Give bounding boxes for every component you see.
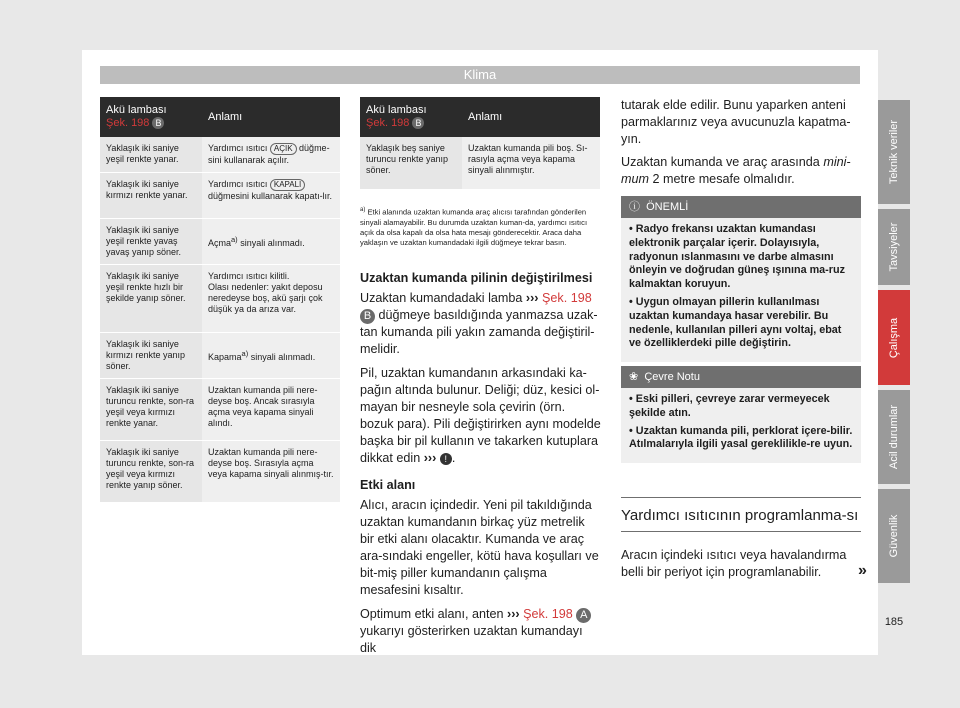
battery-light-table: [100, 97, 340, 503]
paragraph: Alıcı, aracın içindedir. Yeni pil takıldığında uzaktan kumandanın birkaç yüz metrelik bir etki alanı olacaktır. Kumanda ve araç ara-sındaki engeller, kötü hava koşulları ve bit-miş piller kumandanın çalışma mesafesini kısaltır.: [360, 498, 599, 597]
warning-icon[interactable]: !: [440, 453, 452, 465]
table-row: Yaklaşık iki saniye kırmızı renkte yanar. Yardımcı ısıtıcı KAPALI düğmesini kullanarak kapatı-lır.: [100, 173, 340, 219]
callout-a: A: [576, 608, 591, 623]
table-header-meaning: Anlamı: [462, 97, 600, 137]
on-button-label: AÇIK: [270, 143, 297, 155]
section-title-programming: Yardımcı ısıtıcının programlanma-sı: [621, 497, 861, 532]
figure-ref[interactable]: Şek. 198: [106, 117, 150, 129]
paragraph: Pil, uzaktan kumandanın arkasındaki ka-pağın altında bulunur. Deliği; düz, kesici ol-mayan bir nesneyle sola çevirin (örn. bozuk para). Pili değiştirirken aynı modelde başka bir pil kullanın ve takarken kutuplara dikkat edin ››› ! .: [360, 366, 601, 465]
tab-technical-data[interactable]: Teknik veriler: [878, 100, 910, 204]
list-item: • Radyo frekansı uzaktan kumandası elektronik parçalar içerir. Dolayısıyla, radyonun ıslanmasını ve darbe almasını önleyin ve doğrudan güneş ışınına ma-ruz kalmaktan koruyun.: [629, 223, 845, 291]
section-title-range: Etki alanı: [360, 478, 416, 492]
paragraph: tutarak elde edilir. Bunu yaparken anteni parmaklarınız veya avucunuzla kapatma-yın.: [621, 98, 851, 146]
environment-note: ❀ Çevre Notu • Eski pilleri, çevreye zarar vermeyecek şekilde atın. • Uzaktan kumanda pili, perklorat içere-bilir. Atılmalarıyla ilgili yasal gereklilikle-re uyun.: [621, 366, 861, 463]
tab-emergencies[interactable]: Acil durumlar: [878, 390, 910, 484]
table-row: Yaklaşık iki saniye yeşil renkte yanar. Yardımcı ısıtıcı AÇIK düğme-sini kullanarak açılır.: [100, 137, 340, 173]
important-notice: ⓘ ÖNEMLİ • Radyo frekansı uzaktan kumandası elektronik parçalar içerir. Dolayısıyla, radyonun ıslanmasını ve darbe almasını önleyin ve doğrudan güneş ışınına ma-ruz kalmaktan koruyun. • Uygun olmayan pillerin kullanılması uzaktan kumandaya hasar verebilir. Bu nedenle, kullanılan pilleri aynı voltaj, ebat ve özelliklerdeki pille değiştirin.: [621, 196, 861, 362]
paragraph: Aracın içindeki ısıtıcı veya havalandırma belli bir periyot için programlanabilir.: [621, 548, 847, 579]
off-button-label: KAPALI: [270, 179, 305, 191]
tab-safety[interactable]: Güvenlik: [878, 489, 910, 583]
table-row: Yaklaşık iki saniye turuncu renkte, son-ra yeşil veya kırmızı renkte yanar. Uzaktan kumanda pili nere-deyse boş. Ancak sırasıyla açma veya kapama sinyali alındı.: [100, 379, 340, 441]
paragraph: Uzaktan kumandadaki lamba ››› Şek. 198 B düğmeye basıldığında yanmazsa uzak-tan kumanda pili yakın zamanda değiştiril-melidir.: [360, 291, 598, 356]
paragraph: Optimum etki alanı, anten ››› Şek. 198 A yukarıyı gösterirken uzaktan kumandayı dik: [360, 606, 602, 657]
list-item: • Uzaktan kumanda pili, perklorat içere-bilir. Atılmalarıyla ilgili yasal gereklilikle-re uyun.: [629, 424, 853, 451]
table-row: Yaklaşık beş saniye turuncu renkte yanıp söner. Uzaktan kumanda pili boş. Sı-rasıyla açma veya kapama sinyali alınmıştır.: [360, 137, 600, 189]
callout-b: B: [152, 117, 164, 129]
figure-ref[interactable]: Şek. 198: [523, 607, 573, 621]
table-row: Yaklaşık iki saniye kırmızı renkte yanıp söner. Kapama$^{a)}$ sinyali alınmadı.: [100, 333, 340, 379]
middle-column: [360, 270, 602, 664]
leaf-icon: ❀: [629, 371, 639, 383]
table-row: Yaklaşık iki saniye turuncu renkte, son-ra yeşil veya kırmızı renkte yanıp söner. Uzaktan kumanda pili nere-deyse boş. Sırasıyla açma veya kapama sinyali alınmış-tır.: [100, 441, 340, 503]
paragraph: Uzaktan kumanda ve araç arasında mini-mum 2 metre mesafe olmalıdır.: [621, 155, 851, 186]
table-row: Yaklaşık iki saniye yeşil renkte yavaş yavaş yanıp söner. Açma$^{a)}$ sinyali alınmadı.: [100, 219, 340, 265]
list-item: • Uygun olmayan pillerin kullanılması uzaktan kumandaya hasar verebilir. Bu nedenle, kullanılan pilleri aynı voltaj, ebat ve özelliklerdeki pille değiştirin.: [629, 295, 842, 350]
table-header-light: Akü lambası Şek. 198 B: [100, 97, 202, 137]
table-header-meaning: Anlamı: [202, 97, 340, 137]
figure-ref[interactable]: Şek. 198: [542, 291, 592, 305]
table-header-light: Akü lambası Şek. 198 B: [360, 97, 462, 137]
section-title-battery: Uzaktan kumanda pilinin değiştirilmesi: [360, 271, 593, 285]
callout-b: B: [412, 117, 424, 129]
figure-ref[interactable]: Şek. 198: [366, 117, 410, 129]
tab-operation[interactable]: Çalışma: [878, 290, 910, 385]
right-column: [621, 97, 861, 194]
list-item: • Eski pilleri, çevreye zarar vermeyecek şekilde atın.: [629, 393, 830, 419]
tab-tips[interactable]: Tavsiyeler: [878, 209, 910, 285]
page-header: Klima: [100, 66, 860, 84]
continue-arrow-icon: »: [858, 562, 867, 579]
footnote: $^{a)}$ Etki alanında uzaktan kumanda araç alıcısı tarafından gönderilen sinyali alamayabilir. Bu durumda uzaktan kuman-da, yardımcı ısıtıcı açık da olsa kapalı da olsa hata mesajı gönderecektir. Araca daha yaklaşın ve uzaktan kumandadaki ilgili düğmeye tekrar basın.: [360, 207, 588, 247]
page-number: 185: [884, 616, 904, 628]
callout-b: B: [360, 309, 375, 324]
info-icon: ⓘ: [629, 201, 640, 213]
table-row: Yaklaşık iki saniye yeşil renkte hızlı bir şekilde yanıp söner. Yardımcı ısıtıcı kilitli. Olası nedenler: yakıt deposu neredeyse boş, akü şarjı çok düşük ya da arıza var.: [100, 265, 340, 333]
battery-light-table-2: [360, 97, 600, 190]
